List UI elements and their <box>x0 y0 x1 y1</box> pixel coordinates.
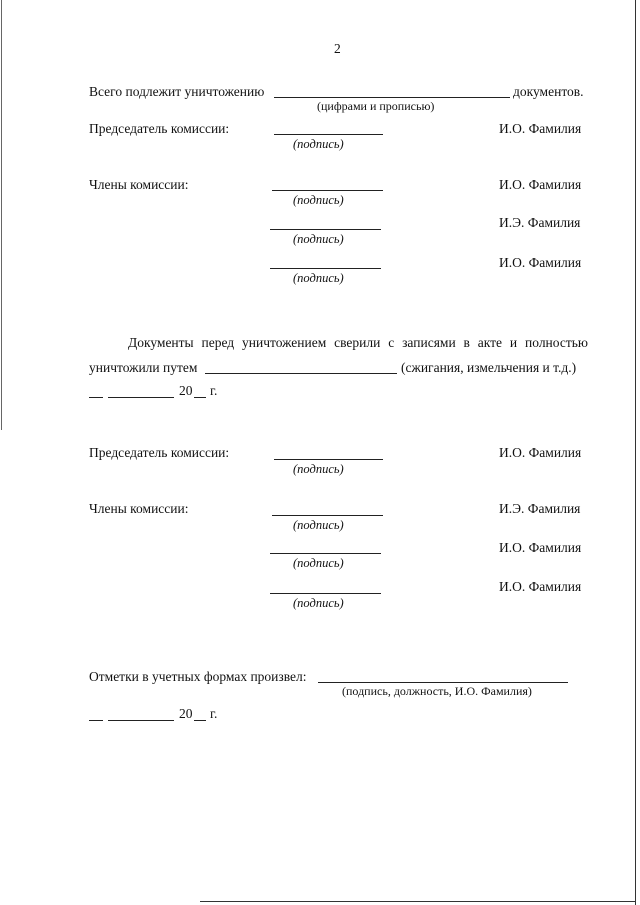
date-month-line <box>108 397 174 398</box>
signature-line <box>270 593 381 594</box>
signature-caption: (подпись) <box>293 556 344 570</box>
page-number: 2 <box>334 41 341 56</box>
signature-line <box>274 459 383 460</box>
member-name: И.Э. Фамилия <box>499 501 581 516</box>
date-year-line <box>194 397 206 398</box>
verification-line2-prefix: уничтожили путем <box>89 360 198 375</box>
member-name: И.О. Фамилия <box>499 177 582 192</box>
signature-line <box>274 134 383 135</box>
signature-caption: (подпись) <box>293 462 344 476</box>
page-edge-bottom <box>200 901 636 902</box>
signature-caption: (подпись) <box>293 596 344 610</box>
member-name: И.Э. Фамилия <box>499 215 581 230</box>
date-suffix: г. <box>210 383 218 398</box>
date-suffix: г. <box>210 706 218 721</box>
signature-caption: (подпись) <box>293 518 344 532</box>
signature-line <box>270 553 381 554</box>
signature-caption: (подпись) <box>293 137 344 151</box>
date-year: 20 <box>179 383 193 398</box>
chairman-label: Председатель комиссии: <box>89 445 230 460</box>
date-year-line <box>194 720 206 721</box>
date-month-line <box>108 720 174 721</box>
total-suffix: документов. <box>513 84 584 99</box>
member-name: И.О. Фамилия <box>499 255 582 270</box>
signature-caption: (подпись) <box>293 232 344 246</box>
signature-caption: (подпись) <box>293 193 344 207</box>
members-label: Члены комиссии: <box>89 177 189 192</box>
members-label: Члены комиссии: <box>89 501 189 516</box>
signature-line <box>270 229 381 230</box>
total-label: Всего подлежит уничтожению <box>89 84 265 99</box>
member-name: И.О. Фамилия <box>499 540 582 555</box>
total-caption: (цифрами и прописью) <box>317 99 435 113</box>
signature-line <box>272 515 383 516</box>
chairman-name: И.О. Фамилия <box>499 121 582 136</box>
accounting-caption: (подпись, должность, И.О. Фамилия) <box>342 684 532 698</box>
signature-line <box>272 190 383 191</box>
verification-line1: Документы перед уничтожением сверили с записями в акте и полностью <box>128 335 588 350</box>
page-edge-right <box>635 0 636 905</box>
chairman-label: Председатель комиссии: <box>89 121 230 136</box>
signature-line <box>270 268 381 269</box>
accounting-label: Отметки в учетных формах произвел: <box>89 669 307 684</box>
chairman-name: И.О. Фамилия <box>499 445 582 460</box>
date-day-line <box>89 720 103 721</box>
verification-line2-suffix: (сжигания, измельчения и т.д.) <box>401 360 577 375</box>
date-day-line <box>89 397 103 398</box>
total-line <box>274 97 510 98</box>
date-year: 20 <box>179 706 193 721</box>
member-name: И.О. Фамилия <box>499 579 582 594</box>
signature-caption: (подпись) <box>293 271 344 285</box>
method-line <box>205 373 397 374</box>
page-edge-left <box>1 0 2 430</box>
accounting-line <box>318 682 568 683</box>
